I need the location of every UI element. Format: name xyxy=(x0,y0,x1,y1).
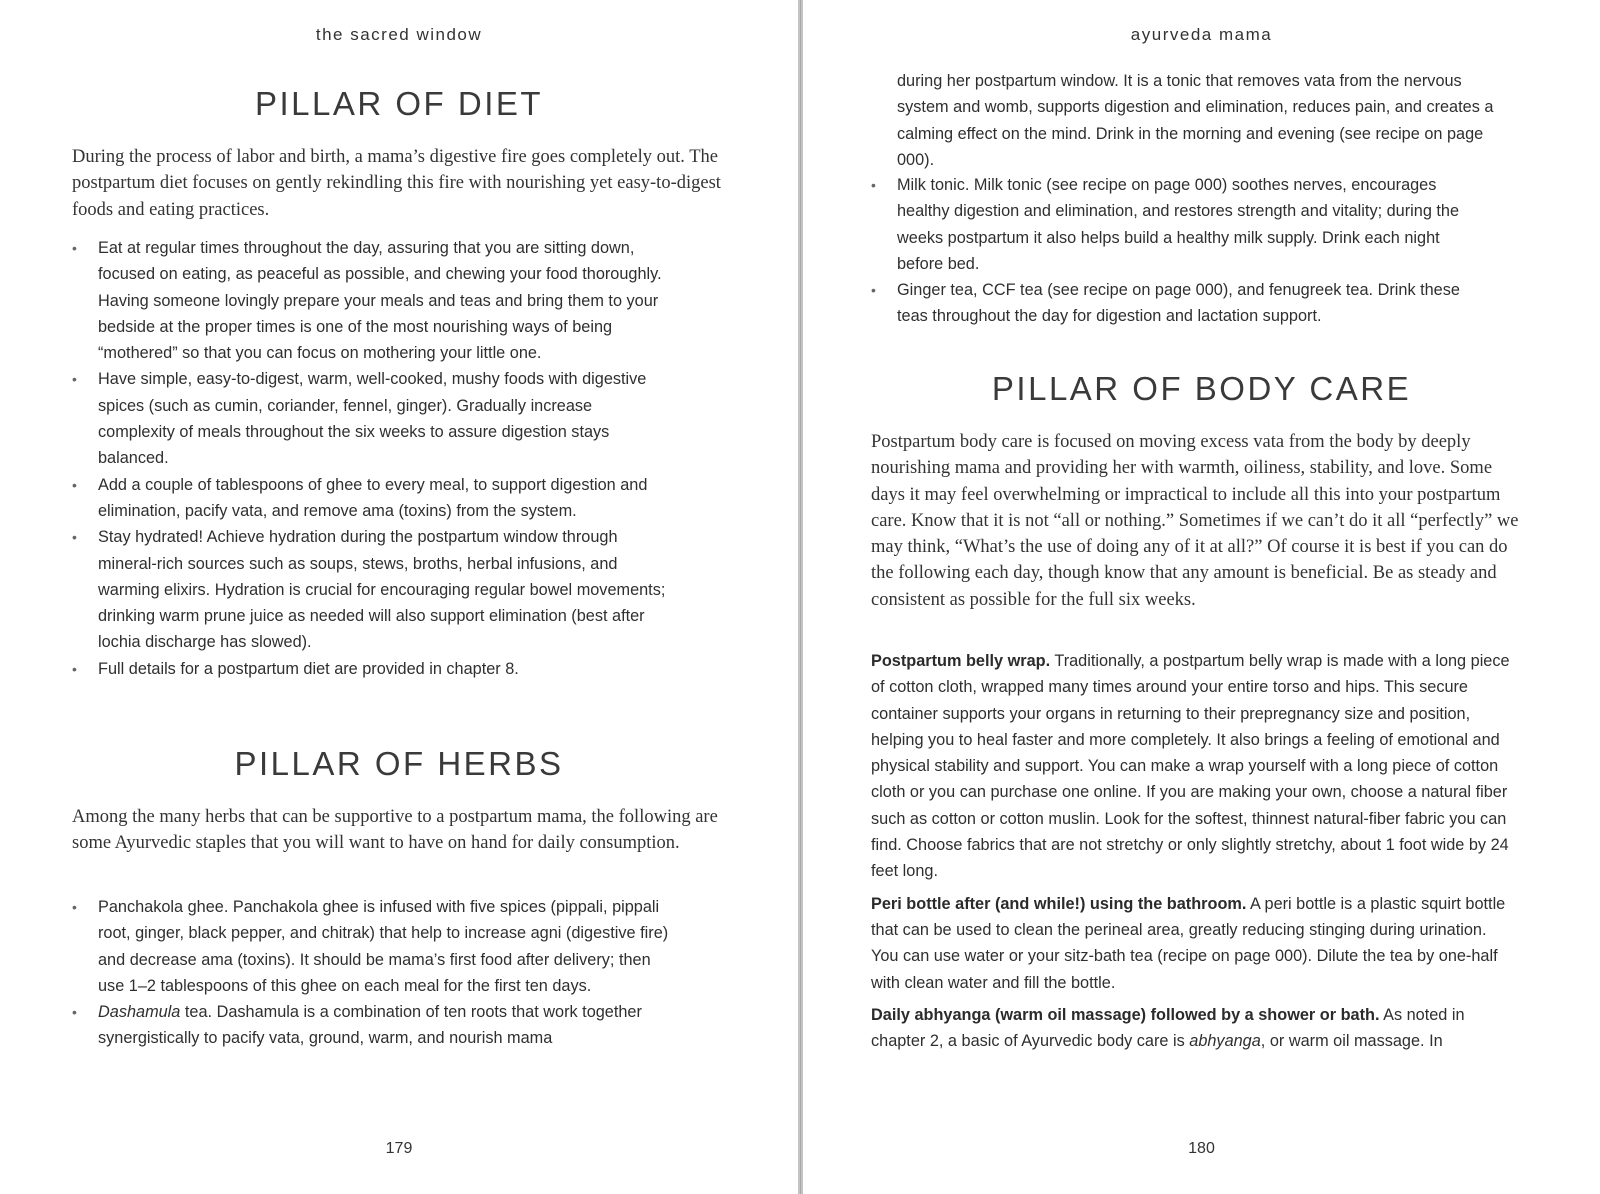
abhyanga-text-2: , or warm oil massage. In xyxy=(1260,1032,1443,1051)
belly-wrap-text: Traditionally, a postpartum belly wrap is made with a long piece of cotton cloth, wrapped many times around your entire torso and hips. This secure container supports your organs in returning to their prepregnancy size and position, helping you to heal faster and more completely. It also brings a feeling of emotional and physical stability and support. You can make a wrap yourself with a long piece of cotton cloth or you can purchase one online. If you are making your own, choose a natural fiber such as cotton or cotton muslin. Look for the softest, thinnest natural-fiber fabric you can find. Choose fabrics that are not stretchy or only slightly stretchy, about 1 foot wide by 24 feet long. xyxy=(871,652,1510,881)
abhyanga-term: abhyanga xyxy=(1189,1032,1261,1051)
peri-bottle-text: A peri bottle is a plastic squirt bottle that can be used to clean the perineal area, greatly reducing stinging during urination. You can use water or your sitz-bath tea (recipe on page 000). Dilute the tea by one-half with clean water and fill the bottle. xyxy=(871,894,1506,992)
page-number-right: 180 xyxy=(1188,1140,1215,1157)
heading-pillar-of-body-care: PILLAR OF BODY CARE xyxy=(991,370,1412,407)
body-care-intro-paragraph: Postpartum body care is focused on moving excess vata from the body by deeply nourishing mama and providing her with warmth, oiliness, stability, and love. Some days it may feel overwhelming or impractical to include all this into your postpartum care. Know that it is not “all or nothing.” Sometimes if we can’t do it all “perfectly” we may think, “What’s the use of doing any of it at all?” Of course it is best if you can do the following each day, though know that any amount is beneficial. Be as steady and consistent as possible for the full six weeks. xyxy=(871,432,1519,610)
diet-intro-paragraph: During the process of labor and birth, a mama’s digestive fire goes completely out. The postpartum diet focuses on gently rekindling this fire with nourishing yet easy-to-digest foods and eating practices. xyxy=(72,147,721,220)
list-item: • Full details for a postpartum diet are provided in chapter 8. xyxy=(72,656,672,682)
list-item: • Milk tonic. Milk tonic (see recipe on page 000) soothes nerves, encourages healthy digestion and elimination, and restores strength and vitality; during the weeks postpartum it also helps build a healthy milk supply. Drink each night before bed. xyxy=(871,172,1471,277)
heading-pillar-of-herbs: PILLAR OF HERBS xyxy=(234,745,564,782)
abhyanga-text-1: As noted in chapter 2, a basic of Ayurvedic body care is xyxy=(871,1005,1465,1051)
list-item: • Stay hydrated! Achieve hydration during the postpartum window through mineral-rich sources such as soups, stews, broths, herbal infusions, and warming elixirs. Hydration is crucial for encouraging regular bowel movements; drinking warm prune juice as needed will also support elimination (best after lochia discharge has slowed). xyxy=(72,524,672,655)
running-head-left: the sacred window xyxy=(315,25,483,44)
abhyanga-title: Daily abhyanga (warm oil massage) followed by a shower or bath. xyxy=(871,1005,1380,1024)
herbs-bullet-list-continued xyxy=(871,172,1471,330)
list-item xyxy=(72,999,672,1052)
list-item: • Ginger tea, CCF tea (see recipe on page 000), and fenugreek tea. Drink these teas throughout the day for digestion and lactation support. xyxy=(871,277,1471,330)
dashamula-text: tea. Dashamula is a combination of ten roots that work together synergistically to pacify vata, ground, warm, and nourish mama xyxy=(98,1003,642,1048)
list-item: • Add a couple of tablespoons of ghee to every meal, to support digestion and elimination, pacify vata, and remove ama (toxins) from the system. xyxy=(72,472,672,525)
peri-bottle-paragraph xyxy=(871,891,1511,996)
herbs-bullet-list xyxy=(72,894,672,1052)
diet-bullet-list xyxy=(72,235,672,682)
list-item: • Eat at regular times throughout the day, assuring that you are sitting down, focused on eating, as peaceful as possible, and chewing your food thoroughly. Having someone lovingly prepare your meals and teas and bring them to your bedside at the proper times is one of the most nourishing ways of being “mothered” so that you can focus on mothering your little one. xyxy=(72,235,672,366)
herbs-intro-paragraph: Among the many herbs that can be supportive to a postpartum mama, the following are some Ayurvedic staples that you will want to have on hand for daily consumption. xyxy=(72,807,718,854)
belly-wrap-paragraph xyxy=(871,648,1511,885)
dashamula-term: Dashamula xyxy=(98,1003,181,1022)
list-item: • Have simple, easy-to-digest, warm, well-cooked, mushy foods with digestive spices (such as cumin, coriander, fennel, ginger). Gradually increase complexity of meals throughout the six weeks to assure digestion stays balanced. xyxy=(72,366,672,471)
right-page xyxy=(803,0,1600,1194)
abhyanga-paragraph xyxy=(871,1002,1511,1055)
heading-pillar-of-diet: PILLAR OF DIET xyxy=(254,85,544,122)
running-head-right: ayurveda mama xyxy=(1130,25,1273,44)
belly-wrap-title: Postpartum belly wrap. xyxy=(871,652,1051,670)
peri-bottle-title: Peri bottle after (and while!) using the bathroom. xyxy=(871,894,1247,913)
body-care-sections xyxy=(871,648,1511,1060)
page-number-left: 179 xyxy=(385,1140,413,1157)
left-page xyxy=(0,0,798,1194)
continued-bullet-text: during her postpartum window. It is a tonic that removes vata from the nervous system and womb, supports digestion and elimination, reduces pain, and creates a calming effect on the mind. Drink in the morning and evening (see recipe on page 000). xyxy=(897,72,1494,169)
list-item: • Panchakola ghee. Panchakola ghee is infused with five spices (pippali, pippali root, ginger, black pepper, and chitrak) that help to increase agni (digestive fire) and decrease ama (toxins). It should be mama’s first food after delivery; then use 1–2 tablespoons of this ghee on each meal for the first ten days. xyxy=(72,894,672,999)
